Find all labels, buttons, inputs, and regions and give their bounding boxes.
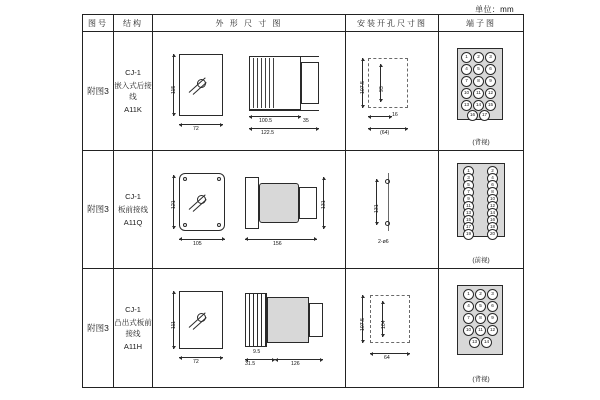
dim-64: 64 [384, 355, 390, 362]
outline-cell-3 [153, 269, 346, 388]
dim-31-5: 31.5 [245, 361, 256, 368]
table-row [83, 32, 524, 151]
structure-code-top-1: CJ-1 [125, 67, 141, 77]
terminal-cell-2 [439, 150, 524, 269]
dim-93: 93 [379, 86, 385, 92]
dim-100-5: 100.5 [259, 118, 272, 124]
terminal-cell-3 [439, 269, 524, 388]
table-header-row [83, 15, 524, 32]
terminal-pin: 10 [487, 194, 498, 205]
terminal-pin: 17 [479, 110, 490, 121]
terminal-pin: 19 [463, 229, 474, 240]
terminal-pin: 11 [463, 201, 474, 212]
terminal-pin: 18 [487, 222, 498, 233]
structure-cell-3 [114, 269, 153, 388]
terminal-pin: 8 [475, 313, 486, 324]
unit-note: 单位：mm [475, 5, 514, 14]
dim-105: 105 [193, 240, 202, 247]
terminal-pin: 11 [475, 325, 486, 336]
terminal-pin: 20 [487, 229, 498, 240]
terminal-pin: 4 [463, 301, 474, 312]
dim-122-5: 122.5 [261, 130, 274, 136]
header-structure: 结构 [114, 15, 153, 32]
terminal-pin: 3 [487, 289, 498, 300]
spec-table [82, 14, 524, 388]
terminal-pin: 13 [461, 100, 472, 111]
dim-156: 156 [273, 240, 282, 247]
terminal-pin: 6 [487, 301, 498, 312]
terminal-pin: 14 [473, 100, 484, 111]
terminal-pin: 12 [485, 88, 496, 99]
dim-115: 115 [171, 85, 177, 94]
terminal-pin: 7 [463, 187, 474, 198]
terminal-pin: 6 [487, 180, 498, 191]
terminal-pin: 3 [485, 52, 496, 63]
terminal-pin: 16 [467, 110, 478, 121]
terminal-pin: 9 [485, 76, 496, 87]
terminal-pin: 9 [463, 194, 474, 205]
terminal-pin: 4 [461, 64, 472, 75]
terminal-pin: 13 [469, 337, 480, 348]
terminal-pin: 7 [461, 76, 472, 87]
terminal-caption-2: (前视) [472, 257, 490, 265]
terminal-pin: 3 [463, 173, 474, 184]
terminal-pin: 2 [473, 52, 484, 63]
terminal-pin: 2 [475, 289, 486, 300]
terminal-pin: 8 [473, 76, 484, 87]
terminal-pin: 15 [463, 215, 474, 226]
terminal-caption-3: (背视) [472, 376, 490, 383]
terminal-pin: 2 [487, 166, 498, 177]
dim-72: 72 [193, 359, 199, 366]
dim-111: 111 [171, 321, 177, 330]
fig-no-cell-1: 附图3 [83, 32, 114, 151]
header-mounting: 安装开孔尺寸图 [346, 15, 439, 32]
terminal-pin: 8 [487, 187, 498, 198]
terminal-pin: 15 [485, 100, 496, 111]
terminal-caption-1: (背视) [472, 138, 490, 146]
table-row [83, 150, 524, 269]
structure-cell-2 [114, 150, 153, 269]
structure-text-2: 板前接线 [118, 204, 148, 214]
outline-cell-1 [153, 32, 346, 151]
structure-code-bottom-3: A11H [123, 342, 143, 352]
header-terminal: 端子图 [439, 15, 524, 32]
dim-72: 72 [193, 126, 199, 132]
fig-no-cell-2: 附图3 [83, 150, 114, 269]
terminal-pin: 10 [461, 88, 472, 99]
dim-121: 121 [171, 200, 177, 209]
terminal-cell-1 [439, 32, 524, 151]
terminal-pin: 10 [463, 325, 474, 336]
mounting-cell-1 [346, 32, 439, 151]
mounting-cell-2 [346, 150, 439, 269]
dim-35: 35 [303, 118, 309, 124]
dim-9-5: 9.5 [253, 349, 261, 356]
terminal-pin: 1 [461, 52, 472, 63]
terminal-pin: 16 [487, 215, 498, 226]
dim-104: 104 [381, 320, 387, 330]
structure-code-bottom-1: A11K [124, 104, 142, 114]
structure-code-bottom-2: A11Q [123, 217, 143, 227]
terminal-pin: 4 [487, 173, 498, 184]
dim-16: 16 [392, 112, 398, 118]
terminal-pin: 5 [473, 64, 484, 75]
table-row [83, 269, 524, 388]
dim-131: 131 [321, 200, 327, 209]
dim-131: 131 [374, 204, 380, 213]
dim-126: 126 [291, 361, 300, 368]
terminal-pin: 9 [487, 313, 498, 324]
dim-2-d6: 2-ø6 [378, 238, 389, 245]
structure-cell-1 [114, 32, 153, 151]
terminal-pin: 7 [463, 313, 474, 324]
header-outline: 外 形 尺 寸 图 [153, 15, 346, 32]
structure-code-top-3: CJ-1 [125, 305, 141, 315]
dim-107-5: 107.5 [360, 81, 366, 94]
terminal-pin: 14 [481, 337, 492, 348]
structure-code-top-2: CJ-1 [125, 191, 141, 201]
mounting-cell-3 [346, 269, 439, 388]
structure-text-1: 嵌入式后接线 [114, 80, 152, 101]
terminal-pin: 5 [475, 301, 486, 312]
terminal-pin: 5 [463, 180, 474, 191]
dim-107-5: 107.5 [360, 318, 366, 332]
terminal-pin: 12 [487, 325, 498, 336]
terminal-pin: 11 [473, 88, 484, 99]
terminal-pin: 14 [487, 208, 498, 219]
fig-no-cell-3: 附图3 [83, 269, 114, 388]
outline-cell-2 [153, 150, 346, 269]
terminal-pin: 17 [463, 222, 474, 233]
terminal-pin: 6 [485, 64, 496, 75]
dim-64: (64) [380, 130, 390, 136]
terminal-pin: 12 [487, 201, 498, 212]
terminal-pin: 1 [463, 289, 474, 300]
header-fig-no: 图号 [83, 15, 114, 32]
structure-text-3: 凸出式板前接线 [114, 318, 152, 339]
terminal-pin: 1 [463, 166, 474, 177]
terminal-pin: 13 [463, 208, 474, 219]
